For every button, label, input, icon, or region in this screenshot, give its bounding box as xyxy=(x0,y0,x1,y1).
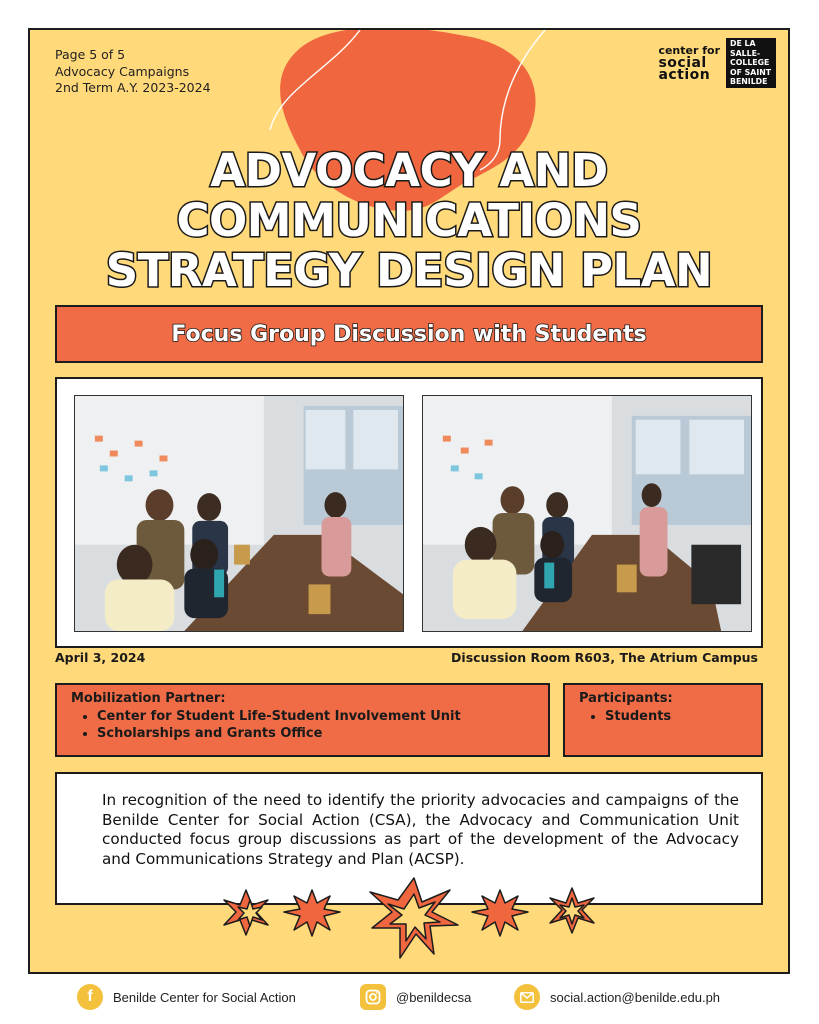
instagram-label: @benildecsa xyxy=(396,989,472,1005)
term-label: 2nd Term A.Y. 2023-2024 xyxy=(55,80,211,95)
activity-title: Focus Group Discussion with Students xyxy=(171,321,647,347)
list-item: • Students xyxy=(605,708,747,725)
event-date: April 3, 2024 xyxy=(55,650,146,665)
footer-instagram[interactable] xyxy=(360,984,471,1010)
footer xyxy=(0,984,819,1014)
partner-heading: Mobilization Partner: xyxy=(71,691,226,706)
list-item: • Center for Student Life-Student Involvement Unit xyxy=(97,708,534,725)
email-icon xyxy=(514,984,540,1010)
footer-facebook[interactable] xyxy=(77,984,296,1010)
participants-heading: Participants: xyxy=(579,691,673,706)
page-title: ADVOCACY AND COMMUNICATIONS STRATEGY DESIGN PLAN xyxy=(105,144,713,297)
dlsu-csb-logo: DE LA SALLE- COLLEGE OF SAINT BENILDE xyxy=(726,38,776,88)
instagram-icon xyxy=(360,984,386,1010)
decorative-stars xyxy=(30,30,790,974)
event-venue: Discussion Room R603, The Atrium Campus xyxy=(451,650,758,665)
footer-email[interactable] xyxy=(514,984,720,1010)
description: In recognition of the need to identify the priority advocacies and campaigns of the Benilde Center for Social Action (CSA), the Advocacy and Communication Unit conducted focus group discussions as part of the development of the Advocacy and Communications Strategy and Plan (ACSP). xyxy=(55,772,763,905)
csa-logo: center for social action xyxy=(658,44,720,83)
email-label: social.action@benilde.edu.ph xyxy=(550,989,721,1005)
facebook-label: Benilde Center for Social Action xyxy=(113,989,296,1005)
facebook-icon: f xyxy=(77,984,103,1010)
page-number: Page 5 of 5 xyxy=(55,47,126,62)
list-item: • Scholarships and Grants Office xyxy=(97,725,534,742)
poster xyxy=(28,28,790,974)
section-name: Advocacy Campaigns xyxy=(55,63,190,79)
